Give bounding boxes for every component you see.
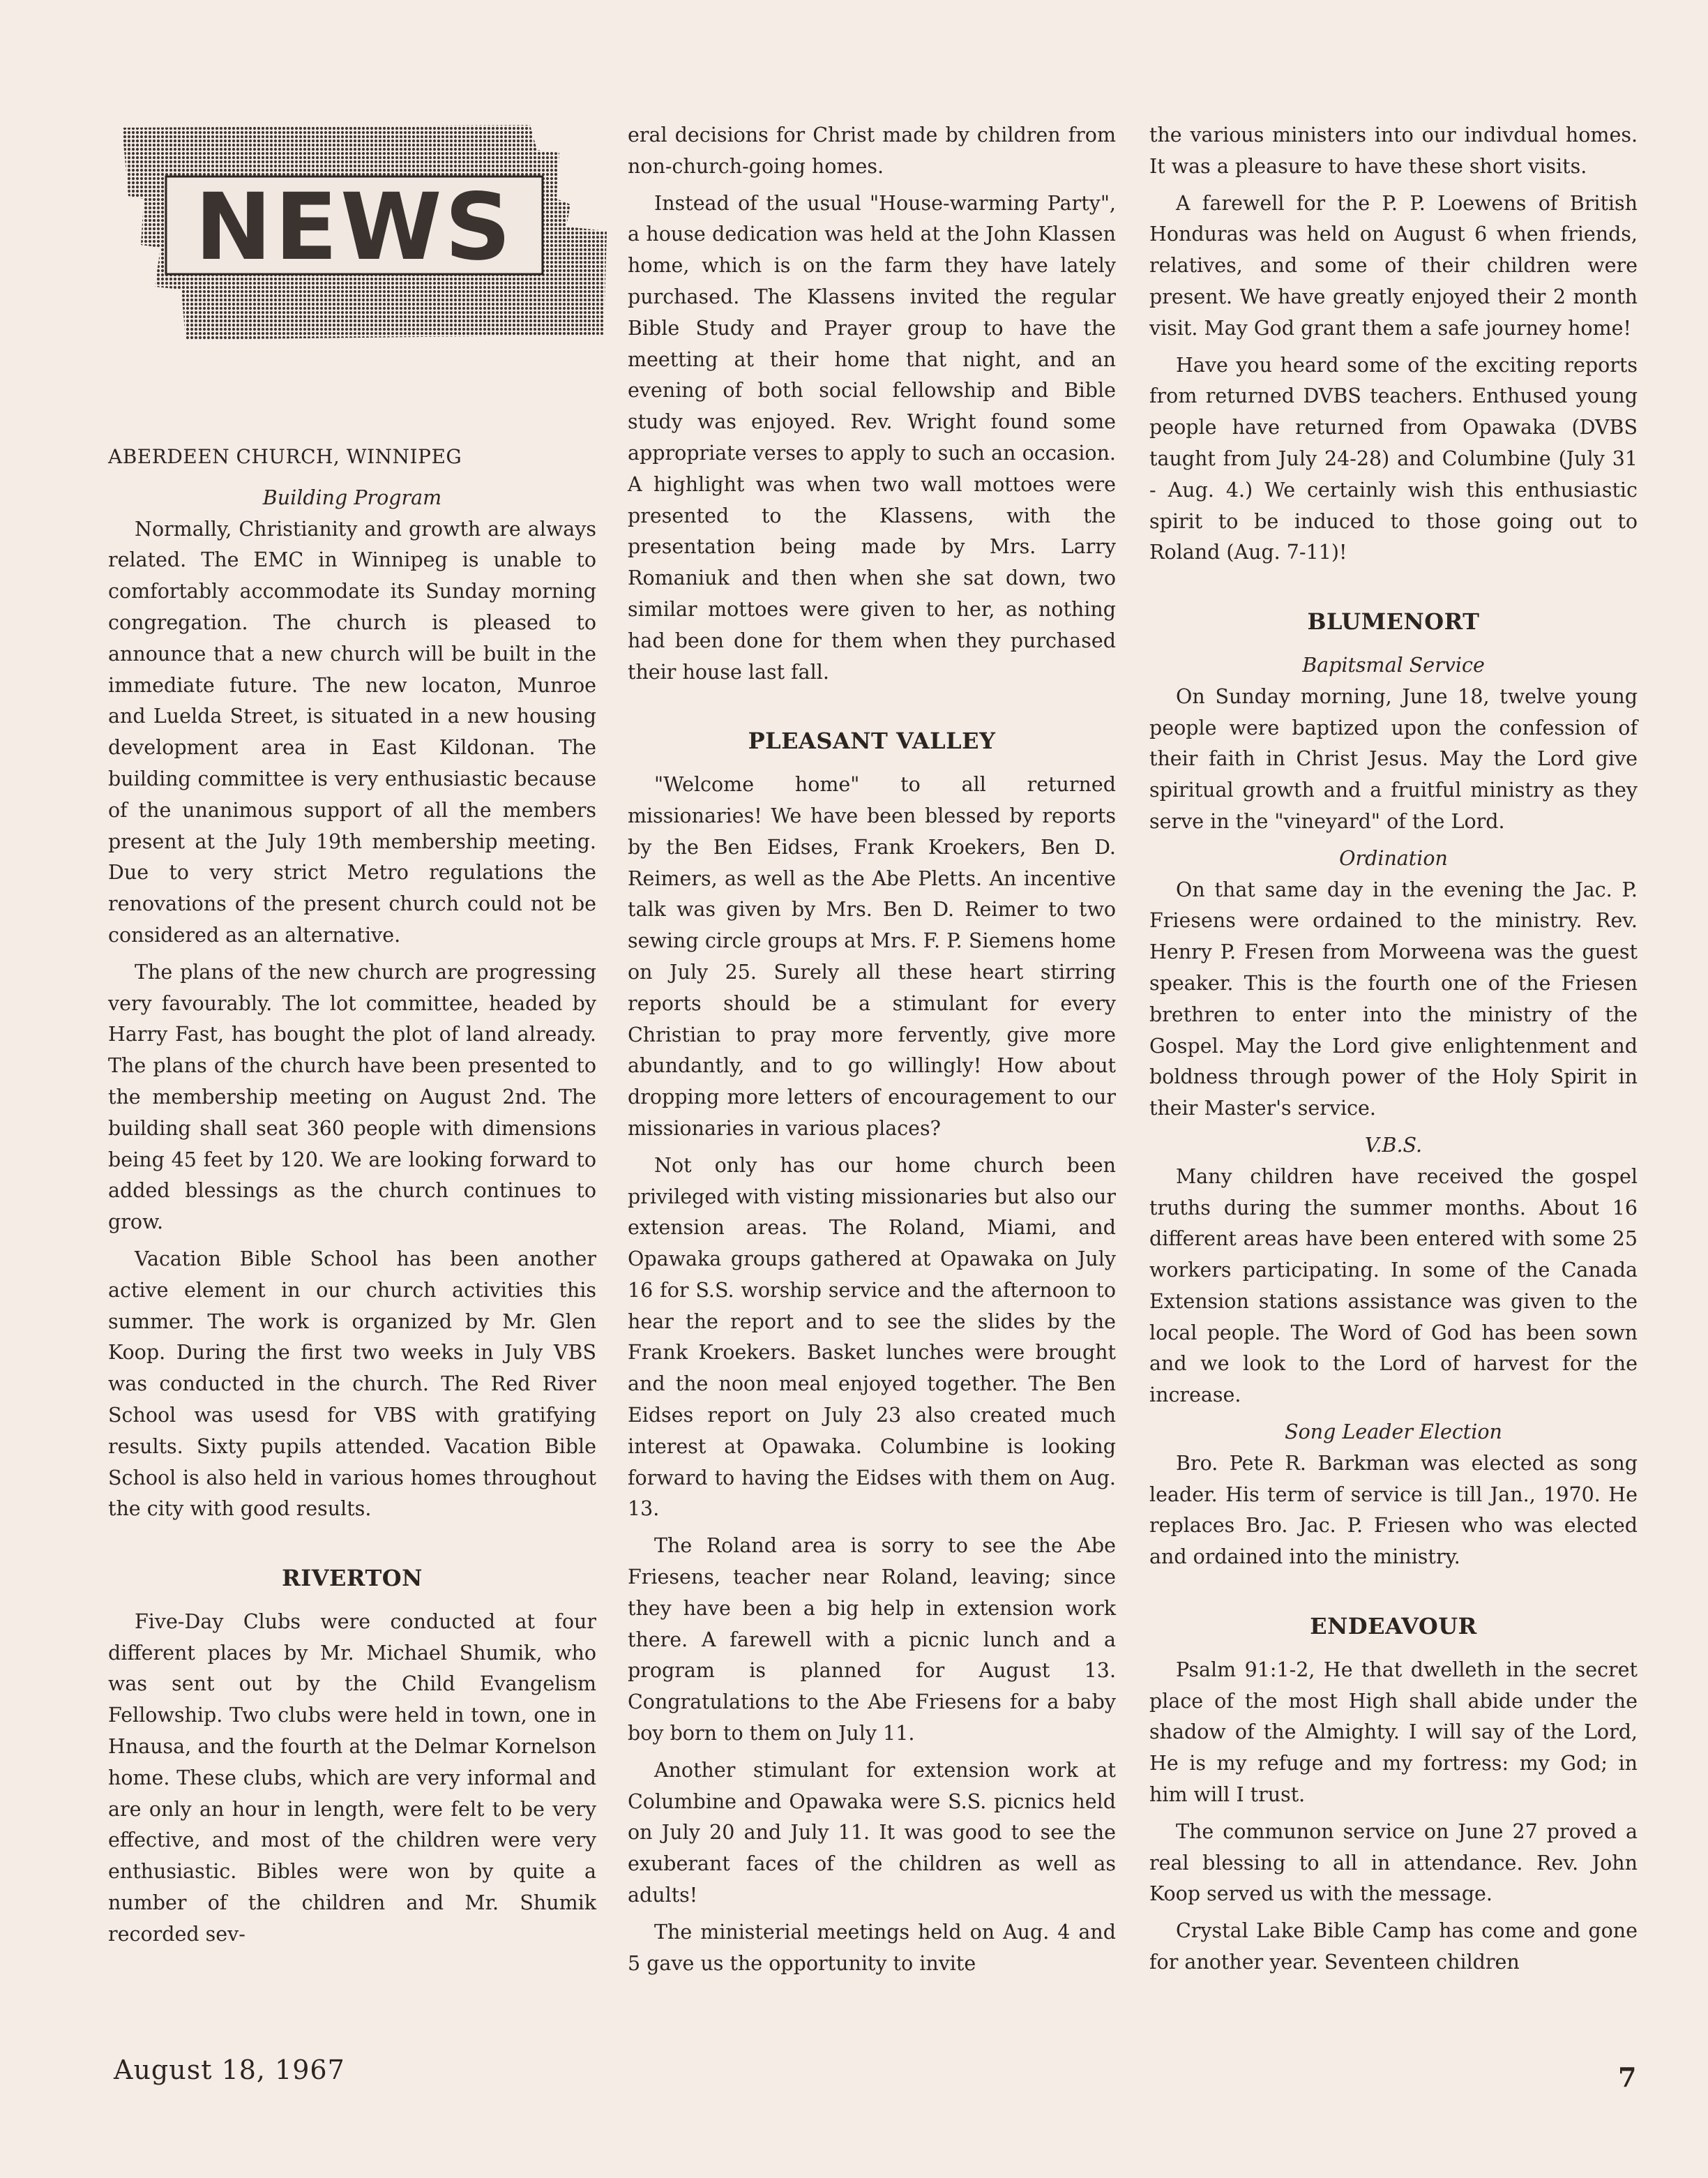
- section-heading: PLEASANT VALLEY: [748, 728, 996, 755]
- paragraph: Many children have received the gospel truths during the summer months. About 16 different areas have been entered with some 25 workers participating. In some of the Canada Extension stations assistance was given to the local people. The Word of God has been sown and we look to the Lord of harvest for the increase.: [1149, 1164, 1638, 1407]
- paragraph: Normally, Christianity and growth are always related. The EMC in Winnipeg is unable to comfortably accommodate its Sunday morning congregation. The church is pleased to announce that a new church will be built in the immediate future. The new locaton, Munroe and Luelda Street, is situated in a new housing development area in East Kildonan. The building committee is very enthusiastic because of the unanimous support of all the members present at the July 19th membership meeting. Due to very strict Metro regulations the renovations of the present church could not be considered as an alternative.: [108, 517, 596, 947]
- section-heading: BLUMENORT: [1307, 608, 1480, 636]
- paragraph: Instead of the usual "House-warming Party", a house dedication was held at the John Klassen home, which is on the farm they have lately purchased. The Klassens invited the regular Bible Study and Prayer group to have the meetting at their home that night, and an evening of both social fellowship and Bible study was enjoyed. Rev. Wright found some appropriate verses to apply to such an occasion. A highlight was when two wall mottoes were presented to the Klassens, with the presentation being made by Mrs. Larry Romaniuk and then when she sat down, two similar mottoes were given to her, as nothing had been done for them when they purchased their house last fall.: [628, 191, 1116, 684]
- paragraph: The ministerial meetings held on Aug. 4 and 5 gave us the opportunity to invite: [628, 1920, 1116, 1975]
- paragraph: Psalm 91:1-2, He that dwelleth in the secret place of the most High shall abide under the shadow of the Almighty. I will say of the Lord, He is my refuge and my fortress: my God; in him will I trust.: [1149, 1658, 1638, 1807]
- paragraph: "Welcome home" to all returned missionaries! We have been blessed by reports by the Ben Eidses, Frank Kroekers, Ben D. Reimers, as well as the Abe Pletts. An incentive talk was given by Mrs. Ben D. Reimer to two sewing circle groups at Mrs. F. P. Siemens home on July 25. Surely all these heart stirring reports should be a stimulant for every Christian to pray more fervently, give more abundantly, and to go willingly! How about dropping more letters of encouragement to our missionaries in various places?: [628, 773, 1116, 1140]
- column-1: [108, 442, 596, 1956]
- paragraph: Have you heard some of the exciting reports from returned DVBS teachers. Enthused young people have returned from Opawaka (DVBS taught from July 24-28) and Columbine (July 31 - Aug. 4.) We certainly wish this enthusiastic spirit to be induced to those going out to Roland (Aug. 7-11)!: [1149, 353, 1638, 564]
- subheading: Song Leader Election: [1285, 1420, 1502, 1444]
- paragraph: The communon service on June 27 proved a real blessing to all in attendance. Rev. John Koop served us with the message.: [1149, 1819, 1638, 1906]
- column-3: [1149, 120, 1638, 1984]
- subheading: V.B.S.: [1364, 1133, 1423, 1157]
- issue-date: August 18, 1967: [114, 2055, 345, 2085]
- paragraph: The plans of the new church are progressing very favourably. The lot committee, headed by Harry Fast, has bought the plot of land already. The plans of the church have been presented to the membership meeting on August 2nd. The building shall seat 360 people with dimensions being 45 feet by 120. We are looking forward to added blessings as the church continues to grow.: [108, 960, 596, 1234]
- paragraph: Five-Day Clubs were conducted at four different places by Mr. Michael Shumik, who was sent out by the Child Evangelism Fellowship. Two clubs were held in town, one in Hnausa, and the fourth at the Delmar Kornelson home. These clubs, which are very informal and are only an hour in length, were felt to be very effective, and most of the children were very enthusiastic. Bibles were won by quite a number of the children and Mr. Shumik recorded sev-: [108, 1609, 596, 1946]
- paragraph: On Sunday morning, June 18, twelve young people were baptized upon the confession of their faith in Christ Jesus. May the Lord give spiritual growth and a fruitful ministry as they serve in the "vineyard" of the Lord.: [1149, 684, 1638, 833]
- paragraph: The Roland area is sorry to see the Abe Friesens, teacher near Roland, leaving; since they have been a big help in extension work there. A farewell with a picnic lunch and a program is planned for August 13. Congratulations to the Abe Friesens for a baby boy born to them on July 11.: [628, 1534, 1116, 1745]
- column-2: [628, 120, 1116, 1985]
- paragraph: Vacation Bible School has been another active element in our church activities this summer. The work is organized by Mr. Glen Koop. During the first two weeks in July VBS was conducted in the church. The Red River School was usesd for VBS with gratifying results. Sixty pupils attended. Vacation Bible School is also held in various homes throughout the city with good results.: [108, 1247, 596, 1521]
- paragraph: Bro. Pete R. Barkman was elected as song leader. His term of service is till Jan., 1970. He replaces Bro. Jac. P. Friesen who was elected and ordained into the ministry.: [1149, 1451, 1638, 1569]
- paragraph: the various ministers into our indivdual homes. It was a pleasure to have these short visits.: [1149, 123, 1638, 178]
- news-logo: [119, 122, 607, 342]
- paragraph: Crystal Lake Bible Camp has come and gone for another year. Seventeen children: [1149, 1919, 1638, 1974]
- paragraph: On that same day in the evening the Jac. P. Friesens were ordained to the ministry. Rev. Henry P. Fresen from Morweena was the guest speaker. This is the fourth one of the Friesen brethren to enter into the ministry of the Gospel. May the Lord give enlightenment and boldness through power of the Holy Spirit in their Master's service.: [1149, 878, 1638, 1120]
- paragraph: eral decisions for Christ made by children from non-church-going homes.: [628, 123, 1116, 178]
- subheading: Ordination: [1339, 846, 1448, 870]
- news-logo-text: NEWS: [195, 174, 514, 281]
- section-heading: RIVERTON: [282, 1565, 423, 1592]
- subheading: Building Program: [262, 486, 442, 509]
- church-heading: ABERDEEN CHURCH, WINNIPEG: [108, 445, 462, 468]
- paragraph: Another stimulant for extension work at Columbine and Opawaka were S.S. picnics held on July 20 and July 11. It was good to see the exuberant faces of the children as well as adults!: [628, 1758, 1116, 1907]
- paragraph: Not only has our home church been privileged with visting missionaries but also our extension areas. The Roland, Miami, and Opawaka groups gathered at Opawaka on July 16 for S.S. worship service and the afternoon to hear the report and to see the slides by the Frank Kroekers. Basket lunches were brought and the noon meal enjoyed together. The Ben Eidses report on July 23 also created much interest at Opawaka. Columbine is looking forward to having the Eidses with them on Aug. 13.: [628, 1153, 1116, 1521]
- section-heading: ENDEAVOUR: [1310, 1613, 1477, 1640]
- subheading: Bapitsmal Service: [1302, 653, 1485, 677]
- paragraph: A farewell for the P. P. Loewens of British Honduras was held on August 6 when friends, relatives, and some of their children were present. We have greatly enjoyed their 2 month visit. May God grant them a safe journey home!: [1149, 191, 1638, 340]
- page-number: 7: [1618, 2061, 1637, 2093]
